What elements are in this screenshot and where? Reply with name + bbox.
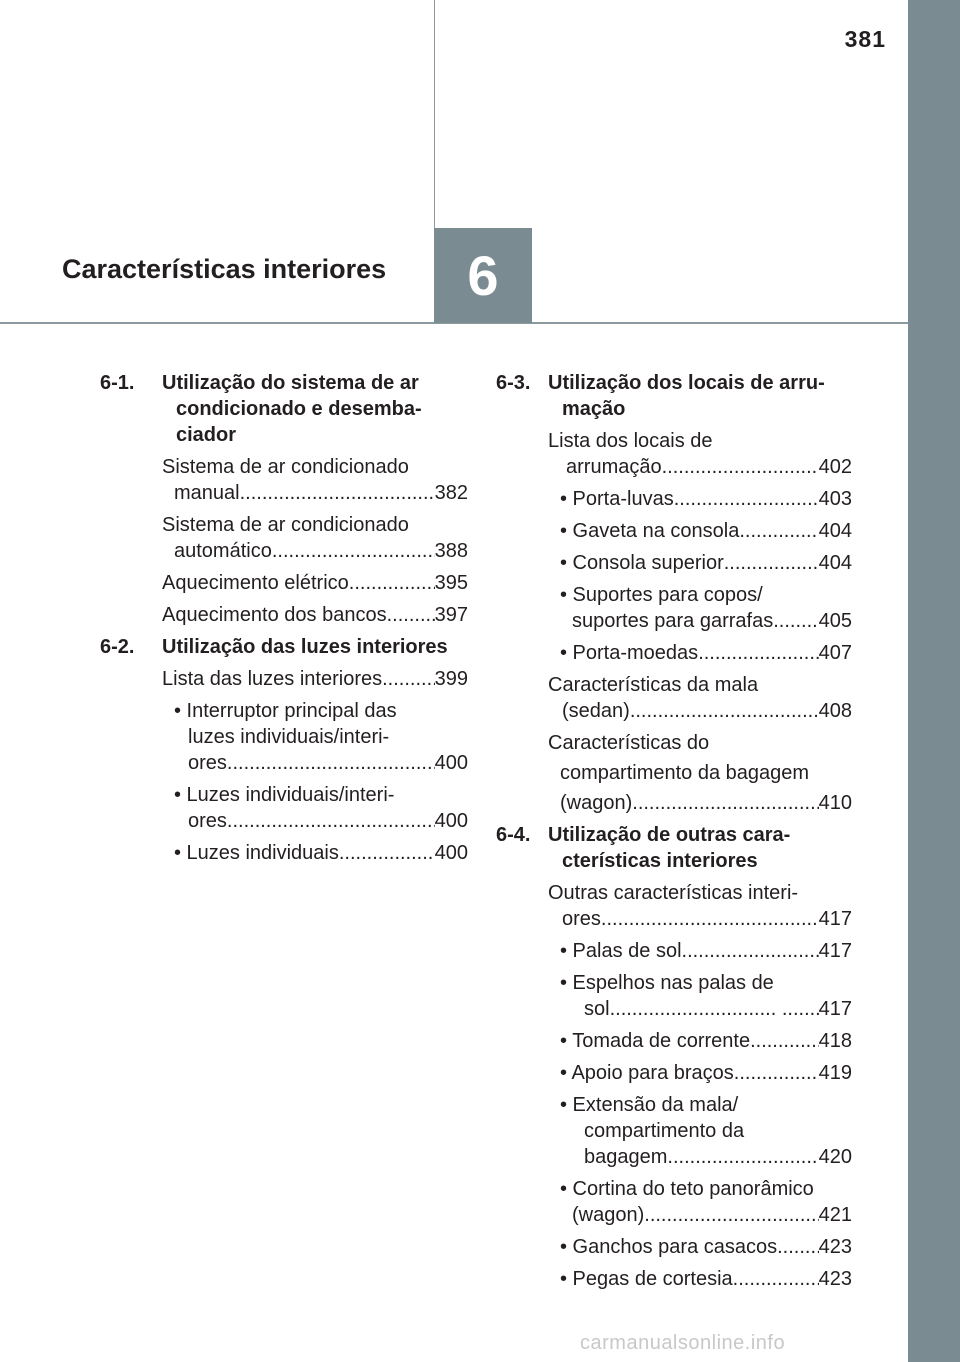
entry-label: • Extensão da mala/: [560, 1094, 739, 1116]
entry-label: • Apoio para braços: [560, 1062, 734, 1084]
toc-entry[interactable]: [560, 1234, 852, 1260]
entry-page: 420: [818, 1146, 852, 1168]
toc-entry[interactable]: [560, 1092, 852, 1170]
chapter-title: Características interiores: [62, 254, 387, 284]
section-number: 6-3.: [496, 372, 531, 394]
entry-label: • Pegas de cortesia: [560, 1268, 733, 1290]
toc-entry[interactable]: [560, 640, 852, 666]
entry-page: 408: [818, 700, 852, 722]
entry-page: 400: [434, 752, 468, 774]
entry-label: • Palas de sol: [560, 940, 682, 962]
entry-label: • Consola superior: [560, 552, 724, 574]
entry-page: 403: [818, 488, 852, 510]
leader-dots: ........... .....: [724, 550, 819, 576]
toc-entry[interactable]: [162, 570, 468, 596]
entry-label: • Porta-luvas: [560, 488, 674, 510]
toc-entry[interactable]: [162, 454, 468, 506]
page-number: 381: [844, 26, 886, 52]
toc-entry[interactable]: [560, 486, 852, 512]
leader-dots: ...................... .....: [667, 1144, 818, 1170]
entry-page: 405: [818, 610, 852, 632]
toc-section-6-3[interactable]: [496, 370, 852, 422]
entry-label: bagagem: [584, 1146, 668, 1168]
toc-entry[interactable]: [162, 512, 468, 564]
entry-label: (wagon): [560, 792, 633, 814]
entry-page: 417: [818, 998, 852, 1020]
leader-dots: .......... .....: [733, 1266, 819, 1292]
toc-entry[interactable]: [548, 672, 852, 724]
leader-dots: .................... .....: [674, 486, 819, 512]
toc-entry[interactable]: [162, 602, 468, 628]
toc-entry[interactable]: [560, 970, 852, 1022]
leader-dots: ....................... .....: [272, 538, 435, 564]
entry-label: Aquecimento elétrico: [162, 572, 349, 594]
entry-label: • Cortina do teto panorâmico: [560, 1178, 814, 1200]
leader-dots: ................... .....: [682, 938, 819, 964]
entry-label: arrumação: [566, 456, 662, 478]
toc-entry[interactable]: [560, 582, 852, 634]
entry-label: (sedan): [562, 700, 630, 722]
leader-dots: ................................ .....: [227, 750, 435, 776]
entry-label: Aquecimento dos bancos: [162, 604, 387, 626]
leader-dots: .. .....: [387, 602, 435, 628]
entry-label: Sistema de ar condicionado: [162, 514, 409, 536]
entry-label: • Tomada de corrente: [560, 1030, 751, 1052]
entry-page: 419: [818, 1062, 852, 1084]
toc-entry[interactable]: [174, 698, 468, 776]
chapter-number-tab: [434, 228, 532, 323]
entry-label: • Espelhos nas palas de: [560, 972, 774, 994]
entry-label: • Luzes individuais: [174, 842, 339, 864]
toc-entry[interactable]: [560, 1060, 852, 1086]
toc-entry[interactable]: [560, 1176, 852, 1228]
section-number: 6-4.: [496, 824, 531, 846]
entry-page: 395: [434, 572, 468, 594]
entry-page: 397: [434, 604, 468, 626]
toc-entry[interactable]: [174, 782, 468, 834]
section-title: Utilização das luzes interiores: [162, 636, 448, 658]
entry-label: • Gaveta na consola: [560, 520, 740, 542]
section-title: Utilização do sistema de ar condicionado e desemba- ciador: [162, 372, 422, 446]
leader-dots: ....................... .....: [662, 454, 819, 480]
toc-entry[interactable]: [548, 730, 852, 816]
toc-column-right: [496, 370, 852, 1298]
entry-label: ores: [562, 908, 601, 930]
entry-page: 402: [818, 456, 852, 478]
leader-dots: ......... .....: [734, 1060, 819, 1086]
leader-dots: .......................... .....: [644, 1202, 818, 1228]
leader-dots: ... .....: [773, 608, 818, 634]
entry-page: 404: [818, 520, 852, 542]
entry-page: 423: [818, 1236, 852, 1258]
toc-entry[interactable]: [560, 1028, 852, 1054]
leader-dots: ............................. .....: [240, 480, 435, 506]
entry-label: • Suportes para copos/: [560, 584, 763, 606]
entry-page: 388: [434, 540, 468, 562]
section-title: Utilização de outras cara- cterísticas interiores: [548, 824, 791, 872]
section-number: 6-2.: [100, 636, 135, 658]
entry-page: 404: [818, 552, 852, 574]
entry-label: Outras características interi-: [548, 882, 799, 904]
entry-label: manual: [174, 482, 240, 504]
leader-dots: ... .....: [382, 666, 435, 692]
entry-label: Características do: [548, 732, 710, 754]
toc-section-6-4[interactable]: [496, 822, 852, 874]
toc-entry[interactable]: [174, 840, 468, 866]
entry-label: suportes para garrafas: [572, 610, 774, 632]
leader-dots: ......... .....: [349, 570, 435, 596]
entry-label: • Luzes individuais/interi-: [174, 784, 395, 806]
entry-page: 421: [818, 1204, 852, 1226]
entry-label: • Interruptor principal das: [174, 700, 397, 722]
entry-label: sol: [584, 998, 610, 1020]
leader-dots: ......... .....: [739, 518, 818, 544]
entry-page: 423: [818, 1268, 852, 1290]
entry-label: • Ganchos para casacos: [560, 1236, 778, 1258]
entry-page: 417: [818, 908, 852, 930]
entry-page: 400: [434, 842, 468, 864]
watermark-logo: carmanualsonline.info: [580, 1332, 786, 1354]
side-tab-bar: [908, 0, 960, 1362]
leader-dots: ................................ .....: [227, 808, 435, 834]
entry-label: Sistema de ar condicionado: [162, 456, 409, 478]
leader-dots: ............................ .....: [632, 790, 818, 816]
toc-column-left: [100, 370, 468, 872]
leader-dots: ........... .....: [339, 840, 435, 866]
toc-entry[interactable]: [548, 428, 852, 480]
leader-dots: .................................. .....: [601, 906, 819, 932]
toc-entry[interactable]: [560, 518, 852, 544]
toc-entry[interactable]: [162, 666, 468, 692]
toc-entry[interactable]: [560, 550, 852, 576]
entry-label: ores: [188, 810, 227, 832]
entry-label: Lista das luzes interiores: [162, 668, 383, 690]
entry-page: 399: [434, 668, 468, 690]
toc-section-6-2[interactable]: [100, 634, 468, 660]
entry-label: (wagon): [572, 1204, 645, 1226]
leader-dots: .............................. .. .....: [610, 996, 819, 1022]
entry-page: 417: [818, 940, 852, 962]
toc-entry[interactable]: [560, 1266, 852, 1292]
leader-dots: .. .....: [777, 1234, 819, 1260]
section-number: 6-1.: [100, 372, 135, 394]
entry-label: automático: [174, 540, 272, 562]
section-title: Utilização dos locais de arru- mação: [548, 372, 825, 420]
entry-page: 410: [818, 792, 852, 814]
entry-label: Características da mala: [548, 674, 759, 696]
entry-page: 382: [434, 482, 468, 504]
toc-entry[interactable]: [548, 880, 852, 932]
header-divider-vertical: [434, 0, 435, 228]
toc-entry[interactable]: [560, 938, 852, 964]
leader-dots: ................ .....: [698, 640, 818, 666]
entry-page: 407: [818, 642, 852, 664]
entry-label: luzes individuais/interi-: [188, 726, 390, 748]
entry-label: ores: [188, 752, 227, 774]
toc-section-6-1[interactable]: [100, 370, 468, 448]
entry-page: 418: [818, 1030, 852, 1052]
entry-label: compartimento da: [584, 1120, 745, 1142]
entry-label: • Porta-moedas: [560, 642, 699, 664]
entry-page: 400: [434, 810, 468, 832]
entry-label: Lista dos locais de: [548, 430, 713, 452]
entry-label: compartimento da bagagem: [560, 762, 810, 784]
chapter-number: 6: [467, 244, 499, 307]
leader-dots: ............................ .....: [630, 698, 819, 724]
leader-dots: ...... .....: [750, 1028, 819, 1054]
